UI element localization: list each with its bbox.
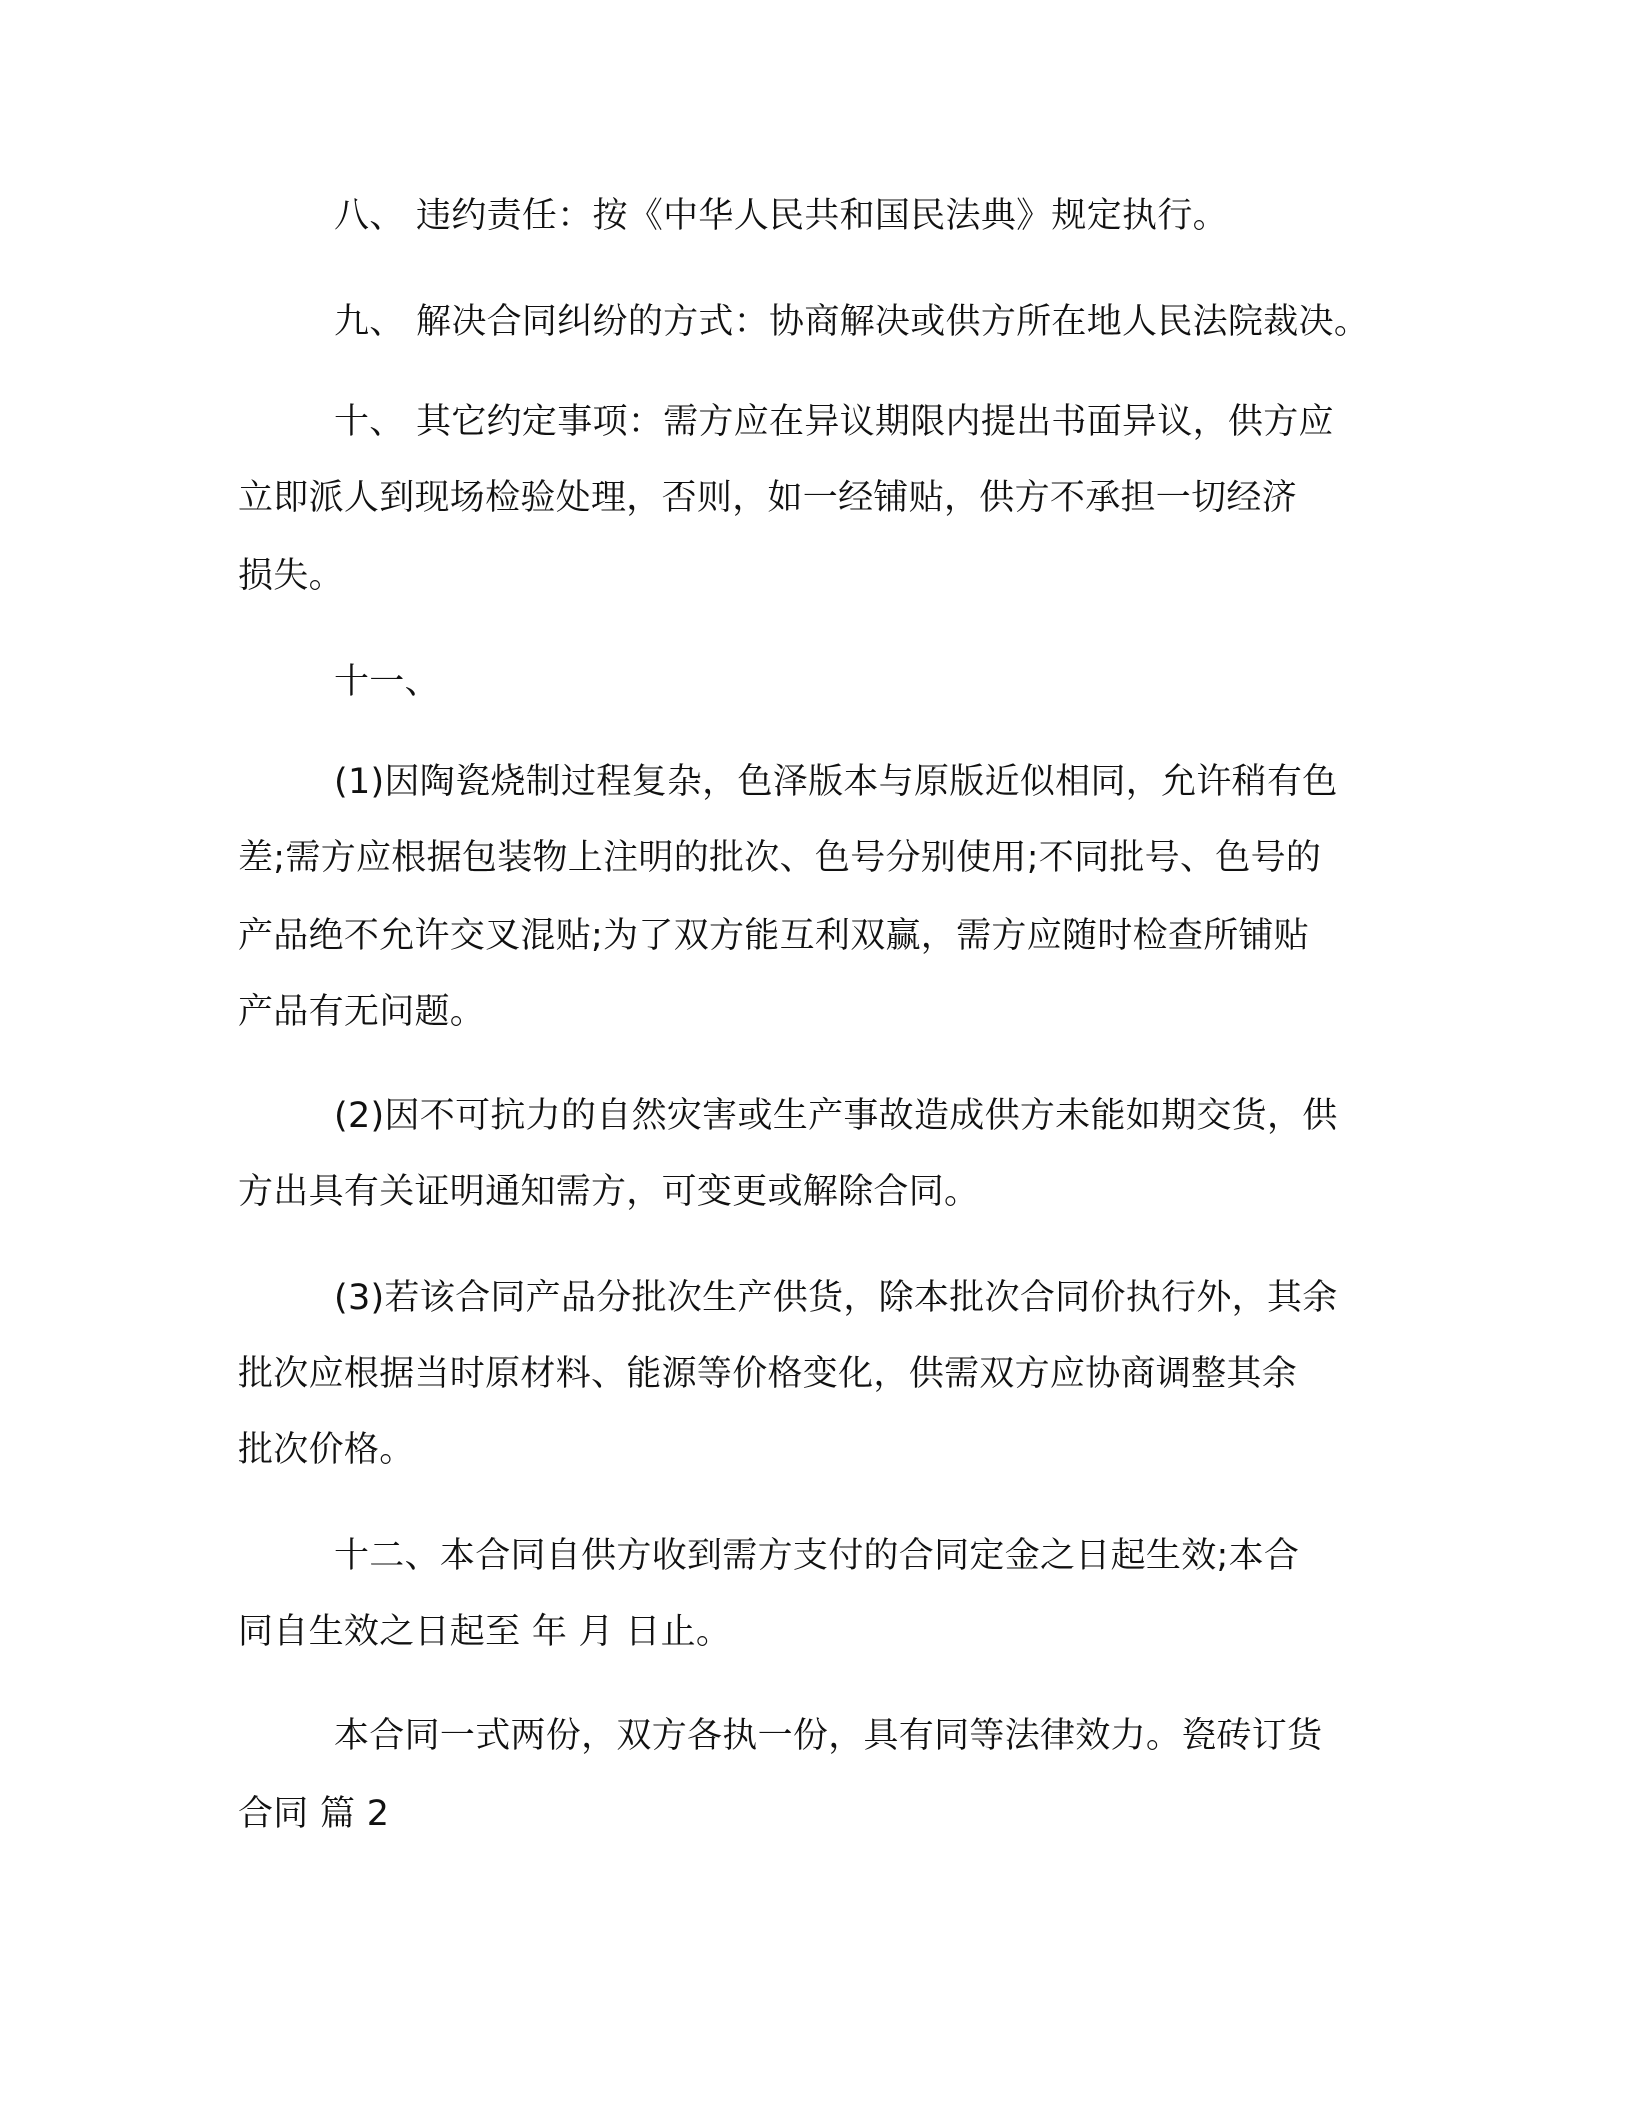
clause-11-item-3-line-2: 批次应根据当时原材料、能源等价格变化，供需双方应协商调整其余	[238, 1354, 1298, 1394]
closing-line-1: 本合同一式两份，双方各执一份，具有同等法律效力。瓷砖订货	[334, 1716, 1323, 1756]
clause-11-item-1-line-3: 产品绝不允许交叉混贴;为了双方能互利双赢，需方应随时检查所铺贴	[238, 916, 1310, 956]
clause-11-item-2-line-1: (2)因不可抗力的自然灾害或生产事故造成供方未能如期交货，供	[334, 1096, 1338, 1136]
clause-10-line-1: 十、 其它约定事项：需方应在异议期限内提出书面异议，供方应	[334, 402, 1334, 442]
clause-9-line: 九、 解决合同纠纷的方式：协商解决或供方所在地人民法院裁决。	[334, 302, 1370, 342]
closing-line-2: 合同 篇 2	[238, 1794, 390, 1834]
clause-12-line-2: 同自生效之日起至 年 月 日止。	[238, 1612, 732, 1652]
clause-11-item-2-line-2: 方出具有关证明通知需方，可变更或解除合同。	[238, 1172, 980, 1212]
clause-11-item-1-line-1: (1)因陶瓷烧制过程复杂，色泽版本与原版近似相同，允许稍有色	[334, 762, 1338, 802]
clause-11-item-1-line-4: 产品有无问题。	[238, 992, 486, 1032]
clause-11-heading: 十一、	[334, 662, 440, 702]
clause-8-line: 八、 违约责任：按《中华人民共和国民法典》规定执行。	[334, 196, 1228, 236]
clause-12-line-1: 十二、本合同自供方收到需方支付的合同定金之日起生效;本合	[334, 1536, 1300, 1576]
clause-11-item-3-line-3: 批次价格。	[238, 1430, 415, 1470]
clause-11-item-1-line-2: 差;需方应根据包装物上注明的批次、色号分别使用;不同批号、色号的	[238, 838, 1322, 878]
clause-10-line-2: 立即派人到现场检验处理，否则，如一经铺贴，供方不承担一切经济	[238, 478, 1298, 518]
clause-10-line-3: 损失。	[238, 556, 344, 596]
clause-11-item-3-line-1: (3)若该合同产品分批次生产供货，除本批次合同价执行外，其余	[334, 1278, 1338, 1318]
